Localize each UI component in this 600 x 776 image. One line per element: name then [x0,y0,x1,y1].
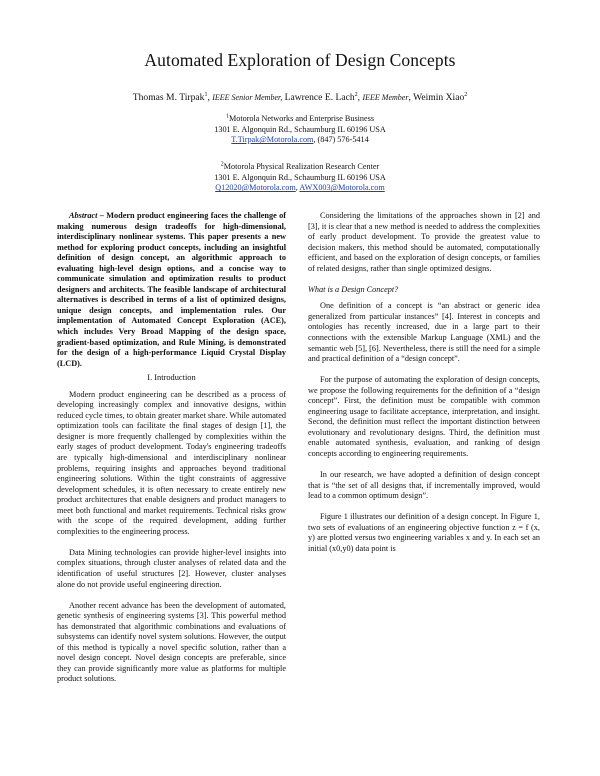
intro-paragraph-2: Data Mining technologies can provide higher-level insights into complex situations, through cluster analyses of related data and the identification of useful structures [2]. However, cluster analyses alone do not provide useful engineering direction. [57,547,286,589]
affiliation-1 [0,114,600,146]
author-1-role: IEEE Senior Member, [212,93,283,102]
concept-paragraph-3: In our research, we have adopted a definition of design concept that is “the set of all designs that, if incrementally improved, would lead to a common optimum design”. [308,469,540,501]
author-2-role: IEEE Member [362,93,409,102]
abstract-paragraph [57,211,286,369]
affiliation-2-email-link-2[interactable]: AWX003@Motorola.com [299,183,385,193]
author-1-name: Thomas M. Tirpak [132,92,205,103]
concept-paragraph-4: Figure 1 illustrates our definition of a design concept. In Figure 1, two sets of evaluations of an engineering objective function z = f (x, y) are plotted versus two engineering variables x and y. In each set an initial (x0,y0) data point is [308,512,540,553]
affiliation-2-address: 1301 E. Algonquin Rd., Schaumburg IL 60196 USA [214,172,386,182]
left-column [57,211,286,685]
author-3-sup: 2 [464,91,468,98]
section-heading-introduction: I. Introduction [147,373,196,383]
affiliation-1-org: Motorola Networks and Enterprise Business [228,114,375,123]
author-3-name: Weimin Xiao [413,92,465,103]
abstract-dash: – [97,211,107,220]
affiliation-1-address: 1301 E. Algonquin Rd., Schaumburg IL 60196 USA [214,124,386,134]
subsection-heading-design-concept: What is a Design Concept? [308,284,399,294]
paper-title: Automated Exploration of Design Concepts [144,50,456,70]
intro-paragraph-4: Considering the limitations of the approaches shown in [2] and [3], it is clear that a new method is needed to address the complexities of early product development. To provide the greatest value to decision makers, this method should be automated, computationally efficient, and based on the exploration of design concepts, or families of related designs, rather than single optimized designs. [308,211,540,273]
concept-paragraph-1: One definition of a concept is “an abstract or generic idea generalized from particular instances” [4]. Interest in concepts and ontologies has recently increased, due in a large part to their connections with the extensible Markup Language (XML) and the semantic web [5], [6]. Nevertheless, there is still the need for a simple and practical definition of a “design concept”. [308,301,540,364]
affiliation-1-email-link[interactable]: T.Tirpak@Motorola.com [231,135,314,145]
intro-paragraph-1: Modern product engineering can be described as a process of developing increasingly complex and innovative designs, within reduced cycle times, to obtain greater market share. While automated optimization tools can facilitate the final stages of design [1], the designer is more frequently challenged by complexities within the early stages of product development. Today's engineering tradeoffs are typically high-dimensional and interdisciplinary nonlinear problems, requiring insights and approaches beyond traditional engineering solutions. Within the tight constraints of aggressive development schedules, it is often necessary to create entirely new product architectures that enable designers and product managers to meet both functional and market requirements. Technical risks grow with the scope of the required development, adding further complexities to the engineering process. [57,389,286,536]
abstract-text: Modern product engineering faces the challenge of making numerous design tradeoffs for high-dimensional, interdisciplinary nonlinear systems. This paper presents a new method for exploring product concepts, including an insightful definition of design concept, an algorithmic approach to evaluating high-level design options, and a concise way to communicate simulation and optimization results to product designers and architects. The feasible landscape of architectural alternatives is described in terms of a list of optimized designs, unique design concepts, and implementation rules. Our implementation of Automated Concept Exploration (ACE), which includes Very Broad Mapping of the design space, gradient-based optimization, and Rule Mining, is demonstrated for the design of a high-performance Liquid Crystal Display (LCD). [57,211,287,368]
affiliation-2-separator: , [295,183,300,193]
affiliation-1-phone: , (847) 576-5414 [313,135,369,145]
affiliation-1-sup: 1 [225,113,229,120]
abstract-label: Abstract [69,211,98,220]
affiliation-2 [0,162,600,194]
author-1-sup: 1 [204,91,208,98]
affiliation-2-email-link-1[interactable]: Q12020@Motorola.com [215,183,296,193]
concept-paragraph-2: For the purpose of automating the exploration of design concepts, we propose the following requirements for the definition of a “design concept”. First, the definition must be compatible with common engineering usage to facilitate acceptance, interpretation, and insight. Second, the definition must reflect the important distinction between evolutionary and revolutionary designs. Third, the definition must enable automated synthesis, evaluation, and ranking of design concepts according to engineering requirements. [308,375,540,458]
affiliation-2-org: Motorola Physical Realization Research Center [223,162,380,171]
author-2-name: Lawrence E. Lach [284,92,355,103]
right-column [308,211,540,554]
author-2-sup: 2 [354,91,358,98]
affiliation-2-sup: 2 [220,161,224,168]
intro-paragraph-3: Another recent advance has been the development of automated, genetic synthesis of engineering systems [3]. This powerful method has demonstrated that algorithmic combinations and evaluations of subsystems can identify novel system solutions. However, the output of this method is typically a novel specific solution, rather than a novel design concept. Novel design concepts are preferable, since they can provide significantly more value as platforms for multiple product solutions. [57,600,286,684]
author-line: Thomas M. Tirpak$^1$, IEEE Senior Member, Lawrence E. Lach$^2$, IEEE Member, Weimin Xiao$^2$ [132,91,468,103]
